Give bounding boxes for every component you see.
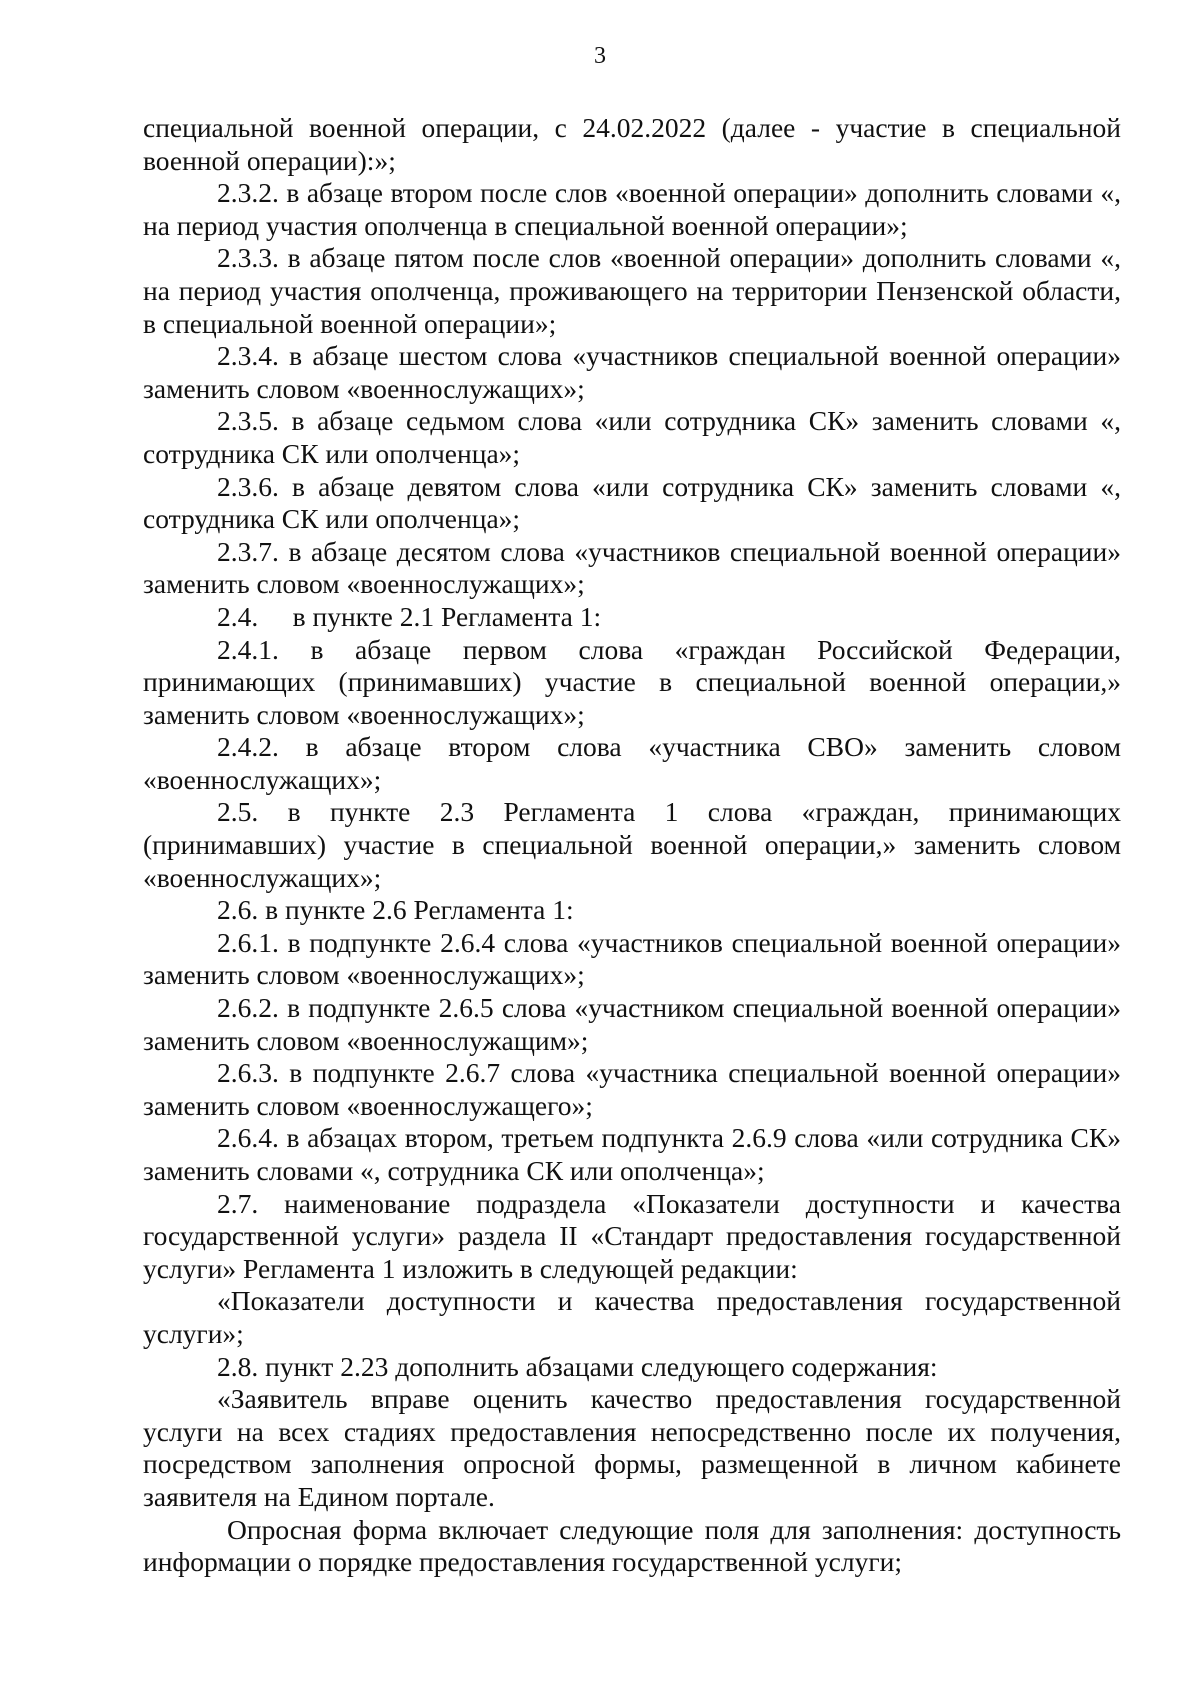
paragraph: 2.6.1. в подпункте 2.6.4 слова «участников специальной военной операции» заменить словом «военнослужащих»;	[143, 926, 1121, 991]
paragraph: 2.3.7. в абзаце десятом слова «участников специальной военной операции» заменить словом «военнослужащих»;	[143, 535, 1121, 600]
paragraph: 2.3.4. в абзаце шестом слова «участников специальной военной операции» заменить словом «военнослужащих»;	[143, 340, 1121, 404]
paragraph: 2.6.2. в подпункте 2.6.5 слова «участником специальной военной операции» заменить словом «военнослужащим»;	[143, 992, 1121, 1056]
paragraph: 2.4.1. в абзаце первом слова «граждан Российской Федерации, принимающих (принимавших) участие в специальной военной операции,» заменить словом «военнослужащих»;	[143, 633, 1121, 730]
paragraph: «Показатели доступности и качества предоставления государственной услуги»;	[143, 1285, 1121, 1349]
paragraph: «Заявитель вправе оценить качество предоставления государственной услуги на всех стадиях предоставления непосредственно после их получения, посредством заполнения опросной формы, размещенной в личном кабинете заявителя на Едином портале.	[143, 1383, 1121, 1512]
paragraph: 2.6. в пункте 2.6 Регламента 1:	[217, 894, 574, 926]
paragraph: 2.6.3. в подпункте 2.6.7 слова «участника специальной военной операции» заменить словом «военнослужащего»;	[143, 1057, 1121, 1121]
paragraph: 2.3.5. в абзаце седьмом слова «или сотрудника СК» заменить словами «, сотрудника СК или ополченца»;	[143, 405, 1121, 469]
paragraph: 2.5. в пункте 2.3 Регламента 1 слова «граждан, принимающих (принимавших) участие в специальной военной операции,» заменить словом «военнослужащих»;	[143, 796, 1121, 893]
paragraph: 2.8. пункт 2.23 дополнить абзацами следующего содержания:	[217, 1350, 938, 1382]
paragraph: 2.7. наименование подраздела «Показатели доступности и качества государственной услуги» раздела II «Стандарт предоставления государственной услуги» Регламента 1 изложить в следующей редакции:	[143, 1187, 1121, 1284]
paragraph: Опросная форма включает следующие поля для заполнения: доступность информации о порядке предоставления государственной услуги;	[143, 1513, 1121, 1578]
paragraph: 2.4. в пункте 2.1 Регламента 1:	[217, 600, 602, 632]
paragraph: 2.3.2. в абзаце втором после слов «военной операции» дополнить словами «, на период участия ополченца в специальной военной операции»;	[143, 177, 1121, 241]
paragraph: 2.3.6. в абзаце девятом слова «или сотрудника СК» заменить словами «, сотрудника СК или ополченца»;	[143, 470, 1121, 535]
paragraph: 2.6.4. в абзацах втором, третьем подпункта 2.6.9 слова «или сотрудника СК» заменить словами «, сотрудника СК или ополченца»;	[143, 1122, 1121, 1186]
document-body	[143, 112, 1121, 1579]
paragraph: специальной военной операции, с 24.02.2022 (далее - участие в специальной военной операции):»;	[143, 112, 1121, 176]
paragraph: 2.3.3. в абзаце пятом после слов «военной операции» дополнить словами «, на период участия ополченца, проживающего на территории Пензенской области, в специальной военной операции»;	[143, 242, 1121, 339]
page-number: 3	[594, 43, 606, 69]
paragraph: 2.4.2. в абзаце втором слова «участника СВО» заменить словом «военнослужащих»;	[143, 731, 1121, 795]
